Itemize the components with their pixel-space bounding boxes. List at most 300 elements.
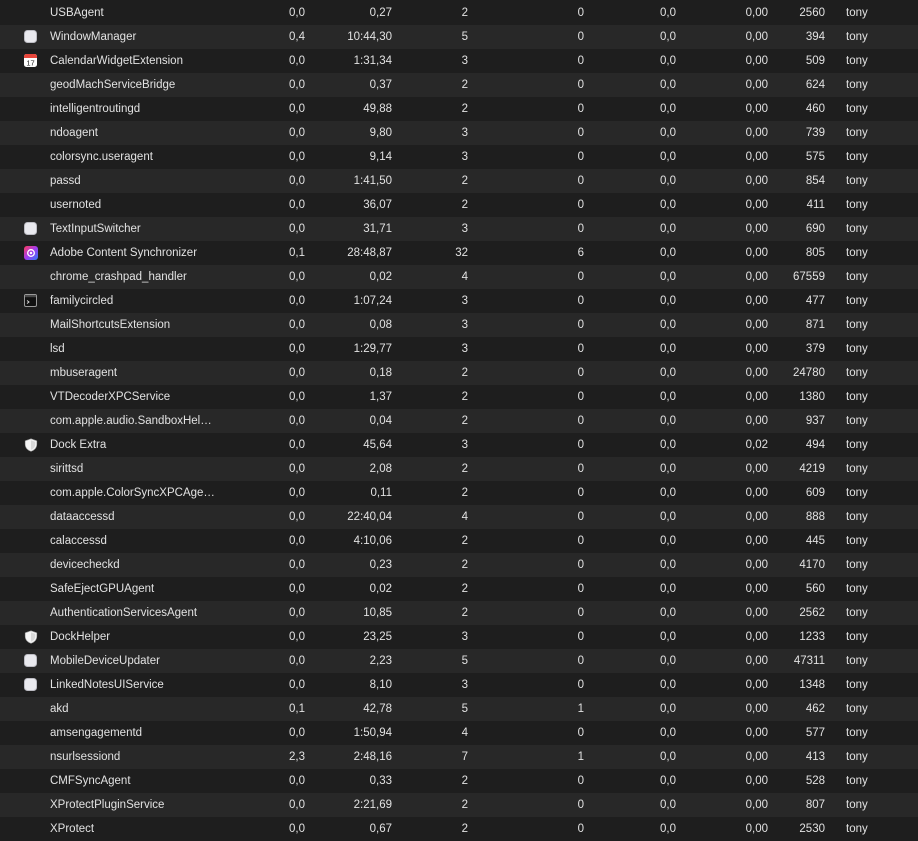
user: tony xyxy=(846,415,868,427)
gpu-time: 0,00 xyxy=(745,271,768,283)
user: tony xyxy=(846,775,868,787)
thread-count: 4 xyxy=(461,511,468,523)
cpu-percent: 0,0 xyxy=(289,535,305,547)
table-row[interactable] xyxy=(0,697,918,721)
cpu-time: 8,10 xyxy=(369,679,392,691)
pid: 609 xyxy=(805,487,825,499)
gpu-time: 0,00 xyxy=(745,247,768,259)
table-row[interactable] xyxy=(0,673,918,697)
cpu-time: 0,27 xyxy=(369,7,392,19)
table-row[interactable] xyxy=(0,337,918,361)
cpu-time: 45,64 xyxy=(363,439,392,451)
user: tony xyxy=(846,343,868,355)
user: tony xyxy=(846,127,868,139)
table-row[interactable] xyxy=(0,97,918,121)
thread-count: 3 xyxy=(461,127,468,139)
thread-count: 3 xyxy=(461,343,468,355)
process-name: XProtectPluginService xyxy=(50,799,165,811)
pid: 2560 xyxy=(799,7,825,19)
table-row[interactable] xyxy=(0,265,918,289)
idle-wake-ups: 0 xyxy=(577,415,584,427)
process-name: mbuseragent xyxy=(50,367,118,379)
thread-count: 2 xyxy=(461,559,468,571)
process-name: colorsync.useragent xyxy=(50,151,153,163)
idle-wake-ups: 0 xyxy=(577,103,584,115)
cpu-percent: 0,0 xyxy=(289,367,305,379)
process-name: DockHelper xyxy=(50,631,111,643)
idle-wake-ups: 0 xyxy=(577,271,584,283)
user: tony xyxy=(846,487,868,499)
cpu-percent: 0,0 xyxy=(289,511,305,523)
cpu-percent: 0,0 xyxy=(289,271,305,283)
generic-app-icon xyxy=(24,678,37,691)
table-row[interactable] xyxy=(0,817,918,841)
table-row[interactable] xyxy=(0,505,918,529)
thread-count: 2 xyxy=(461,487,468,499)
cpu-percent: 0,0 xyxy=(289,343,305,355)
user: tony xyxy=(846,175,868,187)
thread-count: 2 xyxy=(461,199,468,211)
idle-wake-ups: 0 xyxy=(577,343,584,355)
user: tony xyxy=(846,295,868,307)
gpu-percent: 0,0 xyxy=(660,607,676,619)
thread-count: 3 xyxy=(461,319,468,331)
cpu-percent: 0,0 xyxy=(289,559,305,571)
idle-wake-ups: 0 xyxy=(577,559,584,571)
cpu-percent: 0,0 xyxy=(289,295,305,307)
gpu-time: 0,00 xyxy=(745,367,768,379)
gpu-percent: 0,0 xyxy=(660,679,676,691)
gpu-percent: 0,0 xyxy=(660,79,676,91)
gpu-percent: 0,0 xyxy=(660,223,676,235)
process-name: Dock Extra xyxy=(50,439,107,451)
cpu-time: 1:31,34 xyxy=(353,55,392,67)
table-row[interactable] xyxy=(0,409,918,433)
user: tony xyxy=(846,271,868,283)
user: tony xyxy=(846,151,868,163)
thread-count: 3 xyxy=(461,679,468,691)
cpu-time: 1,37 xyxy=(369,391,392,403)
process-name: dataaccessd xyxy=(50,511,115,523)
cpu-time: 0,37 xyxy=(369,79,392,91)
idle-wake-ups: 0 xyxy=(577,799,584,811)
gpu-time: 0,00 xyxy=(745,703,768,715)
generic-app-icon xyxy=(24,654,37,667)
cpu-percent: 0,1 xyxy=(289,703,305,715)
table-row[interactable] xyxy=(0,625,918,649)
thread-count: 2 xyxy=(461,103,468,115)
process-name: XProtect xyxy=(50,823,95,835)
cpu-time: 10:44,30 xyxy=(347,31,392,43)
thread-count: 2 xyxy=(461,823,468,835)
pid: 690 xyxy=(805,223,825,235)
gpu-percent: 0,0 xyxy=(660,535,676,547)
process-name: passd xyxy=(50,175,81,187)
table-row[interactable] xyxy=(0,793,918,817)
table-row[interactable] xyxy=(0,313,918,337)
pid: 937 xyxy=(805,415,825,427)
cpu-percent: 0,4 xyxy=(289,31,305,43)
pid: 67559 xyxy=(793,271,825,283)
cpu-time: 0,04 xyxy=(369,415,392,427)
cpu-percent: 0,1 xyxy=(289,247,305,259)
thread-count: 2 xyxy=(461,415,468,427)
cpu-percent: 0,0 xyxy=(289,655,305,667)
table-row[interactable] xyxy=(0,25,918,49)
pid: 888 xyxy=(805,511,825,523)
gpu-time: 0,00 xyxy=(745,607,768,619)
gpu-time: 0,00 xyxy=(745,511,768,523)
idle-wake-ups: 0 xyxy=(577,607,584,619)
cpu-percent: 0,0 xyxy=(289,775,305,787)
user: tony xyxy=(846,319,868,331)
user: tony xyxy=(846,631,868,643)
gpu-time: 0,00 xyxy=(745,679,768,691)
table-row[interactable] xyxy=(0,457,918,481)
idle-wake-ups: 0 xyxy=(577,79,584,91)
idle-wake-ups: 1 xyxy=(577,703,584,715)
pid: 805 xyxy=(805,247,825,259)
gpu-time: 0,00 xyxy=(745,751,768,763)
gpu-time: 0,00 xyxy=(745,343,768,355)
table-row[interactable] xyxy=(0,193,918,217)
gpu-time: 0,00 xyxy=(745,151,768,163)
cpu-time: 1:50,94 xyxy=(353,727,392,739)
table-row[interactable] xyxy=(0,529,918,553)
idle-wake-ups: 0 xyxy=(577,631,584,643)
gpu-percent: 0,0 xyxy=(660,55,676,67)
cpu-time: 2:21,69 xyxy=(353,799,392,811)
cpu-percent: 0,0 xyxy=(289,727,305,739)
gpu-percent: 0,0 xyxy=(660,823,676,835)
pid: 560 xyxy=(805,583,825,595)
pid: 462 xyxy=(805,703,825,715)
gpu-time: 0,00 xyxy=(745,631,768,643)
cpu-time: 0,33 xyxy=(369,775,392,787)
user: tony xyxy=(846,7,868,19)
pid: 577 xyxy=(805,727,825,739)
table-row[interactable] xyxy=(0,169,918,193)
idle-wake-ups: 0 xyxy=(577,487,584,499)
cpu-time: 36,07 xyxy=(363,199,392,211)
gpu-percent: 0,0 xyxy=(660,487,676,499)
pid: 411 xyxy=(806,199,825,211)
cpu-percent: 0,0 xyxy=(289,199,305,211)
thread-count: 2 xyxy=(461,583,468,595)
pid: 24780 xyxy=(793,367,825,379)
user: tony xyxy=(846,559,868,571)
user: tony xyxy=(846,679,868,691)
process-name: ndoagent xyxy=(50,127,98,139)
cpu-percent: 0,0 xyxy=(289,823,305,835)
cpu-percent: 0,0 xyxy=(289,55,305,67)
gpu-time: 0,00 xyxy=(745,223,768,235)
cpu-percent: 0,0 xyxy=(289,175,305,187)
idle-wake-ups: 0 xyxy=(577,7,584,19)
pid: 575 xyxy=(805,151,825,163)
gpu-time: 0,00 xyxy=(745,79,768,91)
process-name: calaccessd xyxy=(50,535,107,547)
table-row[interactable] xyxy=(0,1,918,25)
svg-text:17: 17 xyxy=(26,58,35,67)
table-row[interactable] xyxy=(0,481,918,505)
thread-count: 3 xyxy=(461,223,468,235)
process-name: amsengagementd xyxy=(50,727,143,739)
gpu-time: 0,00 xyxy=(745,199,768,211)
thread-count: 2 xyxy=(461,463,468,475)
cpu-time: 22:40,04 xyxy=(347,511,392,523)
gpu-time: 0,00 xyxy=(745,727,768,739)
pid: 4170 xyxy=(799,559,825,571)
user: tony xyxy=(846,103,868,115)
gpu-time: 0,00 xyxy=(745,655,768,667)
gpu-time: 0,00 xyxy=(745,487,768,499)
process-name: TextInputSwitcher xyxy=(50,223,141,235)
pid: 460 xyxy=(805,103,825,115)
idle-wake-ups: 0 xyxy=(577,655,584,667)
table-row[interactable] xyxy=(0,649,918,673)
cpu-percent: 2,3 xyxy=(289,751,305,763)
table-row[interactable] xyxy=(0,73,918,97)
table-row[interactable] xyxy=(0,385,918,409)
gpu-percent: 0,0 xyxy=(660,631,676,643)
user: tony xyxy=(846,607,868,619)
thread-count: 2 xyxy=(461,175,468,187)
thread-count: 3 xyxy=(461,55,468,67)
gpu-percent: 0,0 xyxy=(660,7,676,19)
gpu-percent: 0,0 xyxy=(660,199,676,211)
pid: 2530 xyxy=(799,823,825,835)
gpu-percent: 0,0 xyxy=(660,367,676,379)
gpu-time: 0,00 xyxy=(745,319,768,331)
cpu-percent: 0,0 xyxy=(289,679,305,691)
process-table xyxy=(0,1,918,841)
gpu-percent: 0,0 xyxy=(660,415,676,427)
gpu-percent: 0,0 xyxy=(660,799,676,811)
idle-wake-ups: 0 xyxy=(577,55,584,67)
thread-count: 2 xyxy=(461,7,468,19)
table-row[interactable] xyxy=(0,577,918,601)
user: tony xyxy=(846,655,868,667)
thread-count: 2 xyxy=(461,607,468,619)
shield-icon xyxy=(24,630,37,643)
gpu-percent: 0,0 xyxy=(660,655,676,667)
process-name: com.apple.ColorSyncXPCAge… xyxy=(50,487,215,499)
process-name: usernoted xyxy=(50,199,102,211)
user: tony xyxy=(846,31,868,43)
process-name: sirittsd xyxy=(50,463,84,475)
thread-count: 2 xyxy=(461,799,468,811)
process-name: MailShortcutsExtension xyxy=(50,319,171,331)
table-row[interactable] xyxy=(0,553,918,577)
gpu-time: 0,00 xyxy=(745,103,768,115)
process-name: CalendarWidgetExtension xyxy=(50,55,183,67)
cpu-time: 10,85 xyxy=(363,607,392,619)
cpu-time: 28:48,87 xyxy=(347,247,392,259)
gpu-percent: 0,0 xyxy=(660,439,676,451)
thread-count: 3 xyxy=(461,439,468,451)
cpu-time: 2,23 xyxy=(369,655,392,667)
idle-wake-ups: 0 xyxy=(577,679,584,691)
idle-wake-ups: 0 xyxy=(577,823,584,835)
gpu-time: 0,00 xyxy=(745,583,768,595)
table-row[interactable] xyxy=(0,145,918,169)
idle-wake-ups: 0 xyxy=(577,727,584,739)
gpu-time: 0,00 xyxy=(745,295,768,307)
cpu-percent: 0,0 xyxy=(289,103,305,115)
idle-wake-ups: 0 xyxy=(577,199,584,211)
process-name: WindowManager xyxy=(50,31,137,43)
cpu-time: 31,71 xyxy=(363,223,392,235)
process-name: akd xyxy=(50,703,69,715)
pid: 379 xyxy=(805,343,825,355)
user: tony xyxy=(846,535,868,547)
process-name: nsurlsessiond xyxy=(50,751,121,763)
pid: 528 xyxy=(805,775,825,787)
table-row[interactable] xyxy=(0,601,918,625)
idle-wake-ups: 0 xyxy=(577,295,584,307)
gpu-time: 0,00 xyxy=(745,535,768,547)
table-row[interactable] xyxy=(0,745,918,769)
gpu-time: 0,00 xyxy=(745,415,768,427)
thread-count: 2 xyxy=(461,79,468,91)
table-row[interactable] xyxy=(0,433,918,457)
pid: 739 xyxy=(805,127,825,139)
user: tony xyxy=(846,727,868,739)
table-row[interactable] xyxy=(0,241,918,265)
process-name: geodMachServiceBridge xyxy=(50,79,176,91)
table-row[interactable] xyxy=(0,217,918,241)
idle-wake-ups: 0 xyxy=(577,535,584,547)
user: tony xyxy=(846,823,868,835)
table-row[interactable] xyxy=(0,289,918,313)
gpu-time: 0,00 xyxy=(745,799,768,811)
process-name: SafeEjectGPUAgent xyxy=(50,583,155,595)
pid: 1233 xyxy=(799,631,825,643)
gpu-percent: 0,0 xyxy=(660,511,676,523)
idle-wake-ups: 0 xyxy=(577,775,584,787)
idle-wake-ups: 0 xyxy=(577,151,584,163)
pid: 509 xyxy=(805,55,825,67)
gpu-time: 0,00 xyxy=(745,823,768,835)
adobe-creative-cloud-icon xyxy=(24,246,37,259)
cpu-percent: 0,0 xyxy=(289,607,305,619)
cpu-time: 2,08 xyxy=(369,463,392,475)
gpu-percent: 0,0 xyxy=(660,295,676,307)
cpu-percent: 0,0 xyxy=(289,319,305,331)
user: tony xyxy=(846,439,868,451)
gpu-percent: 0,0 xyxy=(660,247,676,259)
gpu-percent: 0,0 xyxy=(660,463,676,475)
generic-app-icon xyxy=(24,30,37,43)
idle-wake-ups: 0 xyxy=(577,31,584,43)
cpu-time: 1:29,77 xyxy=(353,343,392,355)
cpu-time: 1:07,24 xyxy=(353,295,392,307)
cpu-time: 0,02 xyxy=(369,583,392,595)
pid: 477 xyxy=(805,295,825,307)
thread-count: 2 xyxy=(461,775,468,787)
thread-count: 5 xyxy=(461,655,468,667)
cpu-time: 23,25 xyxy=(363,631,392,643)
shield-icon xyxy=(24,438,37,451)
cpu-percent: 0,0 xyxy=(289,463,305,475)
gpu-percent: 0,0 xyxy=(660,319,676,331)
gpu-time: 0,00 xyxy=(745,775,768,787)
cpu-time: 4:10,06 xyxy=(353,535,392,547)
user: tony xyxy=(846,703,868,715)
cpu-time: 0,18 xyxy=(369,367,392,379)
pid: 4219 xyxy=(799,463,825,475)
generic-app-icon xyxy=(24,222,37,235)
pid: 394 xyxy=(805,31,825,43)
idle-wake-ups: 0 xyxy=(577,583,584,595)
gpu-time: 0,00 xyxy=(745,559,768,571)
idle-wake-ups: 0 xyxy=(577,367,584,379)
terminal-icon xyxy=(24,294,37,307)
cpu-percent: 0,0 xyxy=(289,127,305,139)
cpu-time: 0,67 xyxy=(369,823,392,835)
table-row[interactable] xyxy=(0,769,918,793)
cpu-percent: 0,0 xyxy=(289,631,305,643)
thread-count: 2 xyxy=(461,367,468,379)
idle-wake-ups: 0 xyxy=(577,319,584,331)
process-name: LinkedNotesUIService xyxy=(50,679,164,691)
idle-wake-ups: 0 xyxy=(577,175,584,187)
cpu-percent: 0,0 xyxy=(289,799,305,811)
process-name: com.apple.audio.SandboxHel… xyxy=(50,415,212,427)
thread-count: 5 xyxy=(461,31,468,43)
pid: 47311 xyxy=(793,655,825,667)
thread-count: 3 xyxy=(461,631,468,643)
process-name: chrome_crashpad_handler xyxy=(50,271,187,283)
cpu-time: 9,80 xyxy=(369,127,392,139)
gpu-percent: 0,0 xyxy=(660,583,676,595)
user: tony xyxy=(846,223,868,235)
gpu-percent: 0,0 xyxy=(660,703,676,715)
table-row[interactable] xyxy=(0,721,918,745)
pid: 624 xyxy=(805,79,825,91)
table-row[interactable] xyxy=(0,361,918,385)
cpu-percent: 0,0 xyxy=(289,583,305,595)
gpu-percent: 0,0 xyxy=(660,31,676,43)
user: tony xyxy=(846,79,868,91)
user: tony xyxy=(846,751,868,763)
process-name: VTDecoderXPCService xyxy=(50,391,171,403)
table-row[interactable] xyxy=(0,121,918,145)
thread-count: 2 xyxy=(461,391,468,403)
user: tony xyxy=(846,583,868,595)
cpu-time: 1:41,50 xyxy=(353,175,392,187)
process-name: AuthenticationServicesAgent xyxy=(50,607,198,619)
process-name: lsd xyxy=(50,343,65,355)
idle-wake-ups: 0 xyxy=(577,391,584,403)
idle-wake-ups: 0 xyxy=(577,463,584,475)
thread-count: 7 xyxy=(461,751,468,763)
idle-wake-ups: 0 xyxy=(577,439,584,451)
gpu-time: 0,00 xyxy=(745,127,768,139)
cpu-time: 42,78 xyxy=(363,703,392,715)
table-row[interactable] xyxy=(0,49,918,73)
gpu-percent: 0,0 xyxy=(660,151,676,163)
thread-count: 32 xyxy=(455,247,468,259)
gpu-time: 0,00 xyxy=(745,31,768,43)
cpu-percent: 0,0 xyxy=(289,415,305,427)
process-name: familycircled xyxy=(50,295,114,307)
pid: 807 xyxy=(805,799,825,811)
gpu-percent: 0,0 xyxy=(660,103,676,115)
cpu-time: 0,02 xyxy=(369,271,392,283)
user: tony xyxy=(846,463,868,475)
